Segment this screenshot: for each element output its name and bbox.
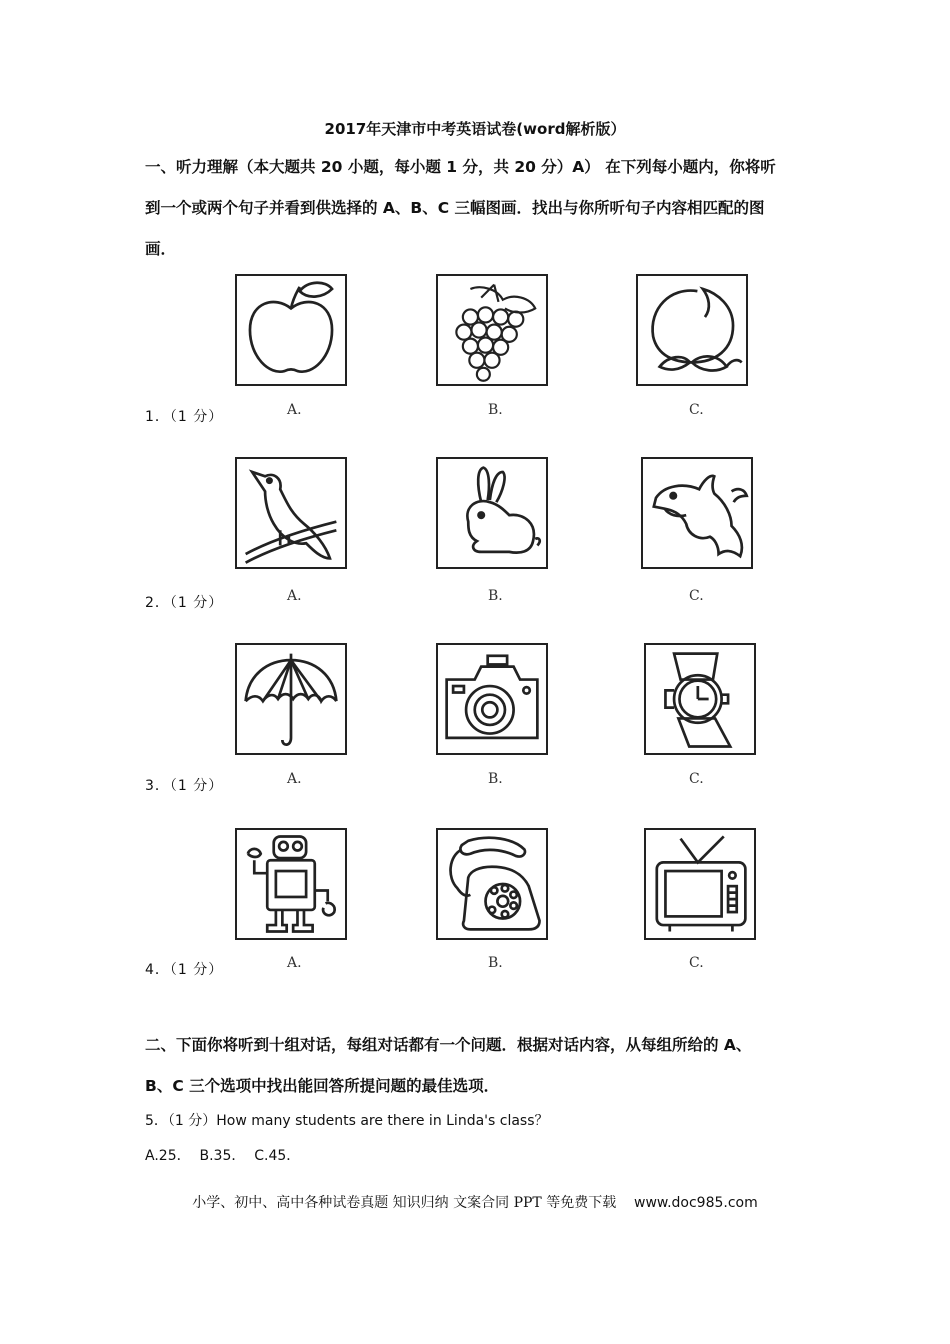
section2-line: B、C 三个选项中找出能回答所提问题的最佳选项． <box>145 1077 500 1095</box>
option-label: B. <box>488 955 503 971</box>
option-label: B. <box>488 402 503 418</box>
question-5-text: 5．（1 分）How many students are there in Linda's class？ <box>145 1113 549 1129</box>
section1-line: 画． <box>145 240 177 258</box>
footer-text: 小学、初中、高中各种试卷真题 知识归纳 文案合同 PPT 等免费下载 <box>192 1195 617 1211</box>
option-label: B. <box>488 588 503 604</box>
umbrella-icon <box>235 643 347 755</box>
footer <box>0 1192 950 1212</box>
question-5-options: A.25． B.35． C.45． <box>145 1148 301 1164</box>
option-label: A. <box>287 402 302 418</box>
peach-icon <box>636 274 748 386</box>
option-label: A. <box>287 588 302 604</box>
dolphin-icon <box>641 457 753 569</box>
option-label: C. <box>689 955 704 971</box>
grapes-icon <box>436 274 548 386</box>
section2-line: 二、下面你将听到十组对话，每组对话都有一个问题．根据对话内容，从每组所给的 A、 <box>145 1036 752 1054</box>
camera-icon <box>436 643 548 755</box>
option-label: C. <box>689 771 704 787</box>
section1-instructions <box>145 147 815 270</box>
document-title: 2017年天津市中考英语试卷(word解析版） <box>324 120 626 138</box>
rabbit-icon <box>436 457 548 569</box>
section2-instructions <box>145 1025 815 1107</box>
watch-icon <box>644 643 756 755</box>
television-icon <box>644 828 756 940</box>
robot-icon <box>235 828 347 940</box>
section1-line: 到一个或两个句子并看到供选择的 A、B、C 三幅图画．找出与你所听句子内容相匹配的图 <box>145 199 765 217</box>
option-label: C. <box>689 588 704 604</box>
bird-icon <box>235 457 347 569</box>
telephone-icon <box>436 828 548 940</box>
question-number: 1．（1 分） <box>145 409 224 425</box>
option-label: C. <box>689 402 704 418</box>
option-label: A. <box>287 955 302 971</box>
apple-icon <box>235 274 347 386</box>
footer-url[interactable]: www.doc985.com <box>634 1195 758 1211</box>
section1-line: 一、听力理解（本大题共 20 小题，每小题 1 分，共 20 分）A） 在下列每小题内，你将听 <box>145 158 776 176</box>
question-number: 2．（1 分） <box>145 595 224 611</box>
option-label: A. <box>287 771 302 787</box>
question-number: 4．（1 分） <box>145 962 224 978</box>
question-number: 3．（1 分） <box>145 778 224 794</box>
option-label: B. <box>488 771 503 787</box>
